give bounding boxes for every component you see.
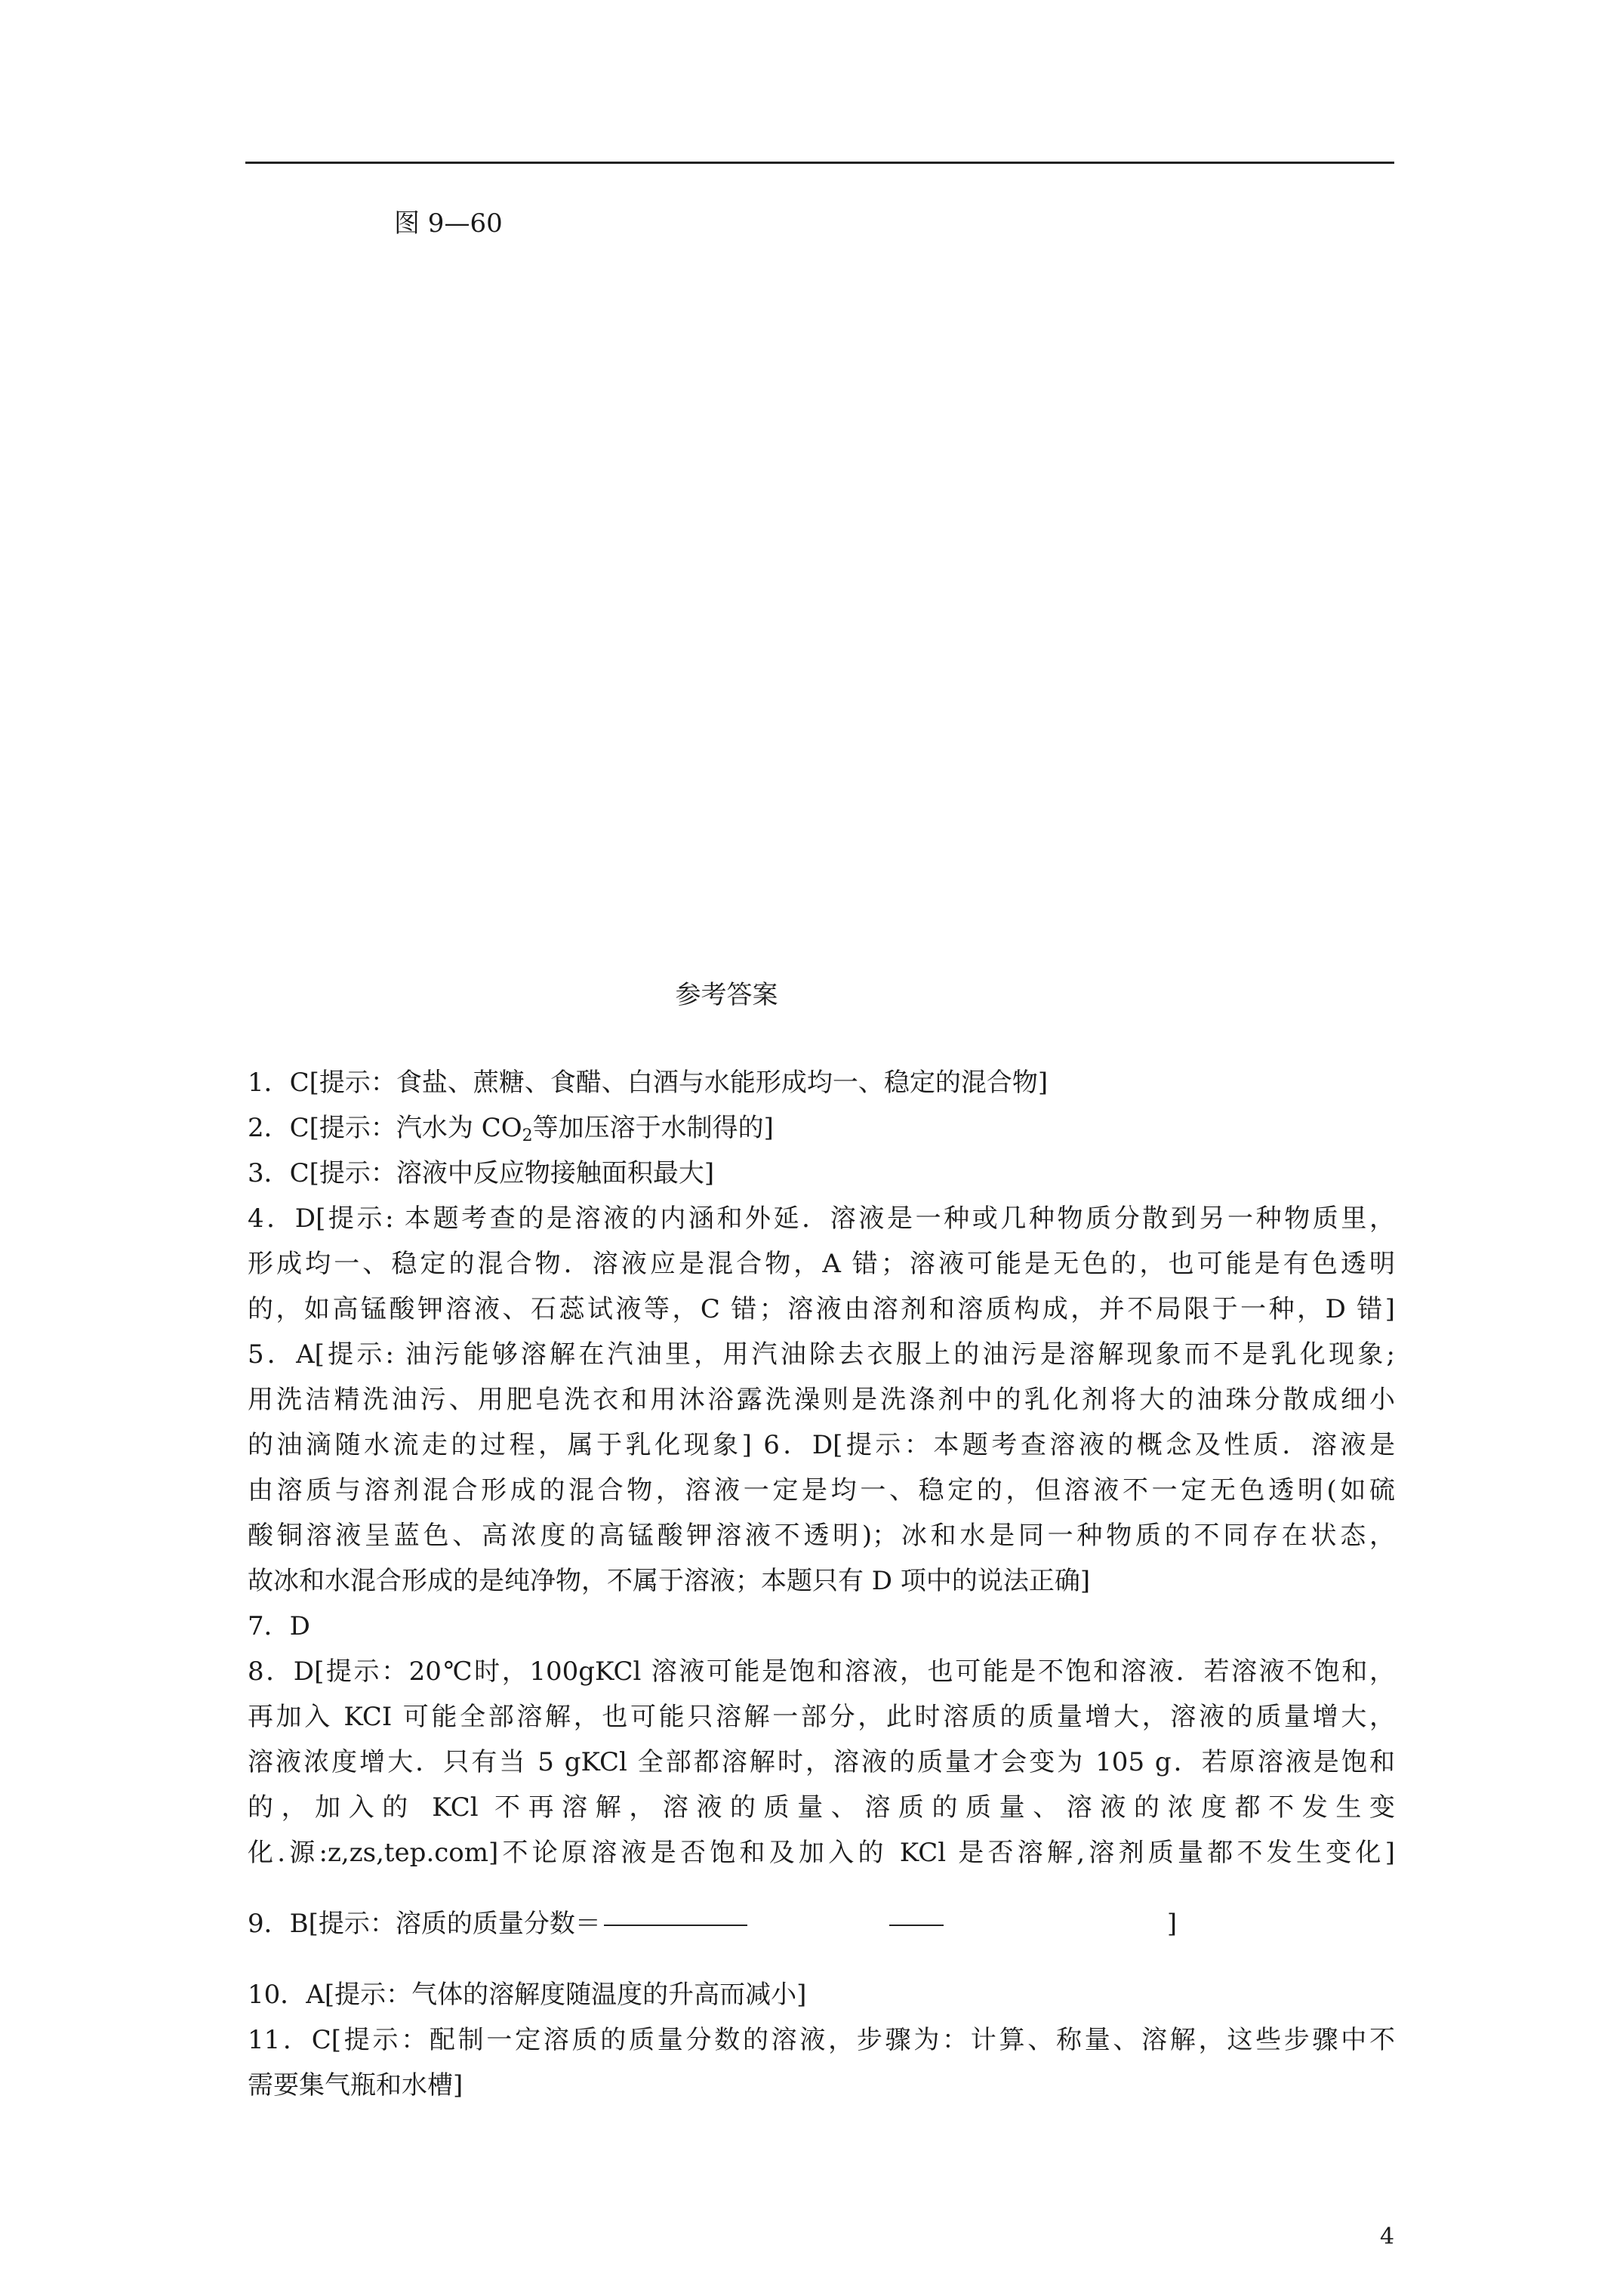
answer-text: 9．B[提示：溶质的质量分数＝ — [248, 1909, 601, 1939]
answer-line: 故冰和水混合形成的是纯净物，不属于溶液；本题只有 D 项中的说法正确] — [248, 1566, 1091, 1596]
answer-line — [248, 1105, 1395, 1151]
answer-line: 化.源:z,zs,tep.com]不论原溶液是否饱和及加入的 KCl 是否溶解,溶剂质量都不发生变化] — [248, 1838, 1395, 1868]
answer-line: 7．D — [248, 1611, 310, 1641]
header-rule — [245, 162, 1394, 164]
figure-caption: 图 9—60 — [394, 208, 503, 239]
answer-list — [248, 1060, 1395, 2108]
closing-bracket: ] — [1166, 1909, 1178, 1939]
section-title: 参考答案 — [675, 980, 778, 1010]
spacer — [248, 1946, 1395, 1972]
answer-line: 需要集气瓶和水槽] — [248, 2070, 463, 2100]
answer-text: 2．C[提示：汽水为 CO — [248, 1113, 522, 1143]
answer-line-formula — [248, 1901, 1395, 1946]
answer-line: 再加入 KCI 可能全部溶解，也可能只溶解一部分，此时溶质的质量增大，溶液的质量增大， — [248, 1702, 1395, 1732]
answer-line: 5．A[提示: 油污能够溶解在汽油里，用汽油除去衣服上的油污是溶解现象而不是乳化现象; — [248, 1339, 1395, 1370]
answer-line: 酸铜溶液呈蓝色、高浓度的高锰酸钾溶液不透明)；冰和水是同一种物质的不同存在状态， — [248, 1521, 1395, 1551]
fraction-bar — [604, 1925, 747, 1926]
answer-line: 溶液浓度增大．只有当 5 gKCl 全部都溶解时，溶液的质量才会变为 105 g．若原溶液是饱和 — [248, 1747, 1395, 1777]
answer-line: 10．A[提示：气体的溶解度随温度的升高而减小] — [248, 1980, 807, 2010]
answer-text: 等加压溶于水制得的] — [532, 1113, 774, 1143]
answer-line: 3．C[提示：溶液中反应物接触面积最大] — [248, 1158, 715, 1188]
answer-line: 形成均一、稳定的混合物．溶液应是混合物，A 错；溶液可能是无色的，也可能是有色透明 — [248, 1249, 1395, 1279]
answer-line: 用洗洁精洗油污、用肥皂洗衣和用沐浴露洗澡则是洗涤剂中的乳化剂将大的油珠分散成细小 — [248, 1385, 1395, 1415]
answer-line: 4．D[提示: 本题考查的是溶液的内涵和外延．溶液是一种或几种物质分散到另一种物质里， — [248, 1203, 1395, 1234]
fraction-bar — [889, 1925, 944, 1926]
answer-line: 的，如高锰酸钾溶液、石蕊试液等，C 错；溶液由溶剂和溶质构成，并不局限于一种，D 错] — [248, 1294, 1395, 1324]
spacer — [248, 1875, 1395, 1901]
answer-line: 1．C[提示：食盐、蔗糖、食醋、白酒与水能形成均一、稳定的混合物] — [248, 1068, 1049, 1098]
answer-line: 11．C[提示：配制一定溶质的质量分数的溶液，步骤为：计算、称量、溶解，这些步骤中不 — [248, 2025, 1395, 2055]
subscript: 2 — [522, 1126, 533, 1145]
answer-line: 的油滴随水流走的过程，属于乳化现象] 6．D[提示：本题考查溶液的概念及性质．溶液是 — [248, 1430, 1395, 1460]
page-number: 4 — [1380, 2224, 1395, 2250]
answer-line: 由溶质与溶剂混合形成的混合物，溶液一定是均一、稳定的，但溶液不一定无色透明(如硫 — [248, 1475, 1395, 1505]
answer-line: 8．D[提示：20℃时，100gKCl 溶液可能是饱和溶液，也可能是不饱和溶液．若溶液不饱和， — [248, 1657, 1395, 1687]
answer-line: 的，加入的 KCl 不再溶解，溶液的质量、溶质的质量、溶液的浓度都不发生变 — [248, 1792, 1395, 1823]
